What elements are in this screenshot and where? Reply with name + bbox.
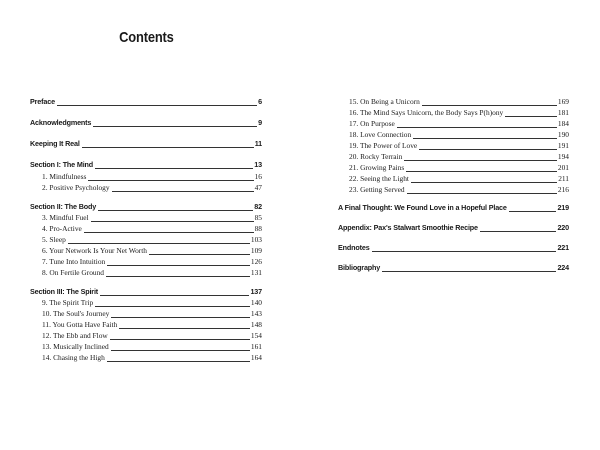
toc-leader-line [106, 276, 250, 277]
toc-chapter-entry [30, 352, 262, 363]
toc-chapter-entry [338, 118, 569, 129]
toc-entry-label: 23. Getting Served [349, 185, 405, 194]
toc-entry-label: 12. The Ebb and Flow [42, 331, 108, 340]
toc-page-number: 11 [254, 139, 262, 148]
toc-entry-label: 16. The Mind Says Unicorn, the Body Says P(h)ony [349, 108, 504, 117]
toc-entry-label: 18. Love Connection [349, 130, 412, 139]
toc-section-entry [30, 96, 262, 107]
toc-entry-label: 5. Sleep [42, 235, 66, 244]
toc-page-number: 148 [250, 320, 262, 329]
toc-entry-label: 6. Your Network Is Your Net Worth [42, 246, 147, 255]
toc-chapter-entry [338, 173, 569, 184]
toc-page-number: 191 [557, 141, 569, 150]
toc-leader-line [95, 168, 253, 169]
toc-chapter-entry [338, 162, 569, 173]
toc-leader-line [111, 350, 250, 351]
toc-leader-line [404, 160, 557, 161]
toc-entry-label: Section II: The Body [30, 202, 97, 211]
toc-page-number: 201 [557, 163, 569, 172]
toc-chapter-entry [30, 341, 262, 352]
toc-entry-label: Preface [30, 97, 55, 106]
toc-entry-label: 8. On Fertile Ground [42, 268, 104, 277]
toc-section-entry [30, 138, 262, 149]
toc-entry-label: 4. Pro-Active [42, 224, 82, 233]
toc-leader-line [112, 191, 254, 192]
toc-leader-line [107, 265, 250, 266]
toc-chapter-entry [338, 140, 569, 151]
toc-page-number: 9 [258, 118, 262, 127]
toc-page-number: 88 [254, 224, 262, 233]
toc-page-number: 103 [250, 235, 262, 244]
toc-chapter-entry [30, 330, 262, 341]
toc-leader-line [407, 193, 557, 194]
toc-page-number: 161 [250, 342, 262, 351]
toc-page-number: 85 [254, 213, 262, 222]
toc-page-number: 169 [557, 97, 569, 106]
toc-page-number: 109 [250, 246, 262, 255]
toc-page-number: 137 [250, 287, 262, 296]
toc-chapter-entry [30, 297, 262, 308]
toc-section-entry [338, 222, 569, 233]
toc-chapter-entry [30, 319, 262, 330]
toc-entry-label: 13. Musically Inclined [42, 342, 109, 351]
toc-entry-label: Endnotes [338, 243, 370, 252]
toc-leader-line [505, 116, 557, 117]
toc-page-number: 164 [250, 353, 262, 362]
toc-leader-line [480, 231, 557, 232]
toc-leader-line [93, 126, 257, 127]
toc-page-number: 184 [557, 119, 569, 128]
toc-page-number: 126 [250, 257, 262, 266]
toc-page-number: 140 [250, 298, 262, 307]
toc-section-entry [30, 286, 262, 297]
toc-chapter-entry [338, 129, 569, 140]
toc-leader-line [91, 221, 254, 222]
toc-leader-line [372, 251, 557, 252]
toc-page-number: 82 [254, 202, 262, 211]
toc-page-number: 224 [557, 263, 569, 272]
toc-chapter-entry [30, 182, 262, 193]
toc-chapter-entry [338, 184, 569, 195]
toc-page-number: 154 [250, 331, 262, 340]
toc-section-entry [30, 117, 262, 128]
toc-chapter-entry [30, 234, 262, 245]
toc-leader-line [413, 138, 557, 139]
toc-page-number: 131 [250, 268, 262, 277]
toc-leader-line [411, 182, 557, 183]
toc-leader-line [406, 171, 557, 172]
toc-section-entry [338, 202, 569, 213]
toc-leader-line [119, 328, 250, 329]
toc-chapter-entry [30, 256, 262, 267]
toc-entry-label: 19. The Power of Love [349, 141, 418, 150]
toc-leader-line [107, 361, 250, 362]
toc-section-entry [338, 242, 569, 253]
toc-page-number: 13 [254, 160, 262, 169]
toc-page-number: 190 [557, 130, 569, 139]
toc-entry-label: 7. Tune Into Intuition [42, 257, 106, 266]
toc-entry-label: Section I: The Mind [30, 160, 94, 169]
toc-leader-line [82, 147, 254, 148]
toc-page-number: 181 [557, 108, 569, 117]
toc-section-entry [30, 201, 262, 212]
toc-leader-line [84, 232, 254, 233]
toc-entry-label: 11. You Gotta Have Faith [42, 320, 118, 329]
toc-leader-line [68, 243, 250, 244]
toc-leader-line [57, 105, 257, 106]
toc-leader-line [110, 339, 250, 340]
toc-entry-label: 20. Rocky Terrain [349, 152, 403, 161]
toc-chapter-entry [338, 151, 569, 162]
toc-entry-label: Acknowledgments [30, 118, 92, 127]
toc-page-number: 47 [254, 183, 262, 192]
toc-page-number: 6 [258, 97, 262, 106]
toc-chapter-entry [30, 212, 262, 223]
toc-page-number: 211 [558, 174, 569, 183]
toc-leader-line [419, 149, 557, 150]
toc-entry-label: 22. Seeing the Light [349, 174, 409, 183]
toc-entry-label: 17. On Purpose [349, 119, 395, 128]
toc-page-number: 221 [557, 243, 569, 252]
toc-leader-line [100, 295, 249, 296]
toc-leader-line [509, 211, 557, 212]
toc-entry-label: Bibliography [338, 263, 381, 272]
toc-page-number: 219 [557, 203, 569, 212]
toc-section-entry [338, 262, 569, 273]
toc-leader-line [111, 317, 250, 318]
toc-entry-label: Appendix: Pax's Stalwart Smoothie Recipe [338, 223, 478, 232]
toc-section-entry [30, 159, 262, 170]
toc-entry-label: 2. Positive Psychology [42, 183, 110, 192]
toc-leader-line [397, 127, 557, 128]
toc-chapter-entry [338, 107, 569, 118]
toc-entry-label: 14. Chasing the High [42, 353, 105, 362]
toc-page-number: 220 [557, 223, 569, 232]
toc-chapter-entry [30, 223, 262, 234]
toc-page-number: 16 [254, 172, 262, 181]
toc-entry-label: 15. On Being a Unicorn [349, 97, 420, 106]
toc-leader-line [149, 254, 250, 255]
toc-leader-line [98, 210, 253, 211]
toc-chapter-entry [30, 245, 262, 256]
toc-chapter-entry [338, 96, 569, 107]
toc-entry-label: Keeping It Real [30, 139, 80, 148]
toc-page-number: 194 [557, 152, 569, 161]
toc-entry-label: Section III: The Spirit [30, 287, 99, 296]
toc-leader-line [422, 105, 557, 106]
toc-chapter-entry [30, 267, 262, 278]
toc-entry-label: 1. Mindfulness [42, 172, 87, 181]
toc-entry-label: 10. The Soul's Journey [42, 309, 110, 318]
toc-chapter-entry [30, 308, 262, 319]
toc-entry-label: 21. Growing Pains [349, 163, 405, 172]
toc-leader-line [88, 180, 253, 181]
toc-page-number: 143 [250, 309, 262, 318]
toc-chapter-entry [30, 171, 262, 182]
toc-entry-label: A Final Thought: We Found Love in a Hopeful Place [338, 203, 507, 212]
toc-leader-line [95, 306, 250, 307]
toc-leader-line [382, 271, 556, 272]
toc-entry-label: 3. Mindful Fuel [42, 213, 89, 222]
toc-entry-label: 9. The Spirit Trip [42, 298, 94, 307]
toc-page-number: 216 [557, 185, 569, 194]
page-title: Contents [119, 29, 174, 46]
